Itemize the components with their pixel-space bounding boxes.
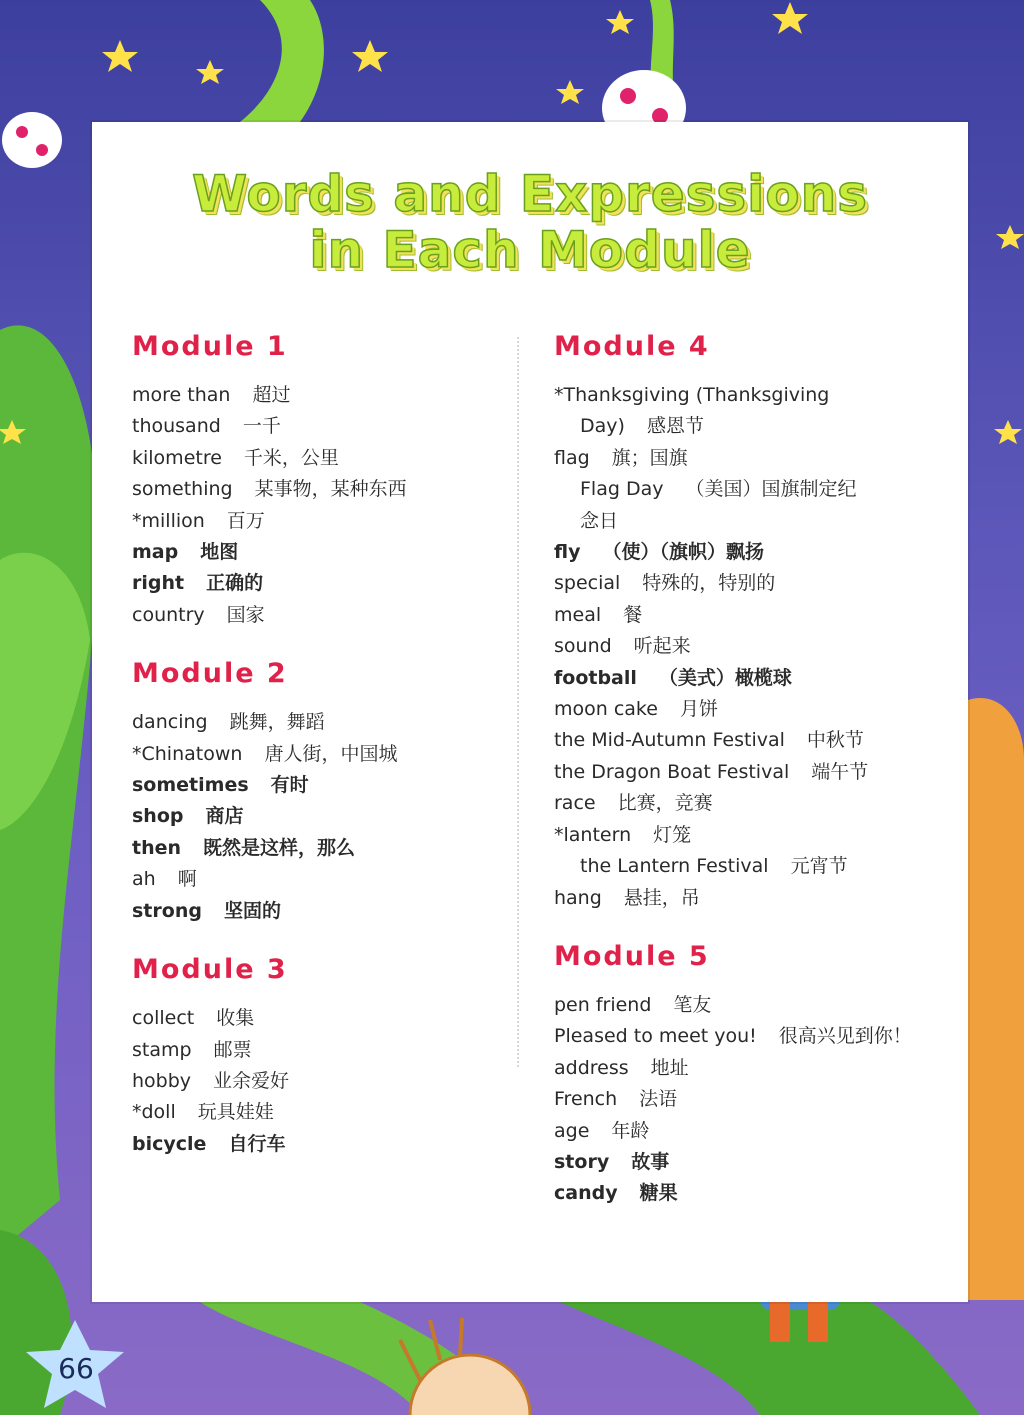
vocab-entry [132, 1097, 512, 1128]
vocab-word: stamp [132, 1038, 192, 1061]
vocab-translation: 跳舞，舞蹈 [229, 711, 325, 734]
vocab-word: flag [554, 446, 590, 469]
vocab-word: age [554, 1119, 590, 1142]
right-column [554, 330, 964, 1236]
vocab-word: fly [554, 541, 581, 564]
module-heading: Module 1 [132, 331, 288, 362]
vocab-translation: 地图 [200, 541, 239, 564]
vocab-translation: 悬挂，吊 [623, 886, 700, 909]
module-section [132, 953, 512, 1160]
vocab-word: something [132, 478, 233, 501]
vocab-word: pen friend [554, 993, 652, 1016]
vocab-word: hobby [132, 1069, 192, 1092]
vocab-word: story [554, 1150, 610, 1173]
vocab-entry [554, 506, 964, 537]
vocab-word: shop [132, 805, 184, 828]
vocab-word: strong [132, 899, 202, 922]
vocab-entry [132, 474, 512, 505]
vocab-translation: 笔友 [673, 993, 712, 1016]
vocab-translation: 听起来 [633, 635, 691, 658]
vocab-entry [132, 1129, 512, 1160]
vocab-translation: 商店 [205, 805, 244, 828]
vocab-entry [554, 411, 964, 442]
vocab-entry [554, 443, 964, 474]
vocab-entry [132, 411, 512, 442]
vocab-translation: （使）（旗帜）飘扬 [602, 541, 764, 564]
vocab-entry [132, 380, 512, 411]
vocab-translation: （美国）国旗制定纪 [685, 478, 857, 501]
module-heading: Module 5 [554, 940, 710, 972]
module-section [132, 657, 512, 927]
vocab-entry [554, 694, 964, 725]
vocab-word: ah [132, 868, 156, 891]
vocab-translation: 中秋节 [806, 729, 864, 752]
vocab-word: *Thanksgiving (Thanksgiving [554, 384, 830, 406]
vocab-entry [554, 1084, 964, 1115]
vocab-word: then [132, 836, 182, 859]
vocab-entry [554, 883, 964, 914]
vocab-entry [132, 770, 512, 801]
vocab-entry [132, 739, 512, 770]
vocab-entry [132, 600, 512, 631]
vocab-word: Flag Day [580, 478, 664, 501]
vocab-translation: 法语 [639, 1088, 678, 1111]
vocab-entry [132, 1066, 512, 1097]
vocab-translation: 月饼 [679, 698, 718, 721]
vocab-entry [132, 1035, 512, 1066]
vocab-translation: 正确的 [206, 572, 264, 595]
title-line-2: in Each Module [309, 221, 751, 279]
vocab-word: hang [554, 886, 602, 909]
vocab-translation: 既然是这样，那么 [203, 836, 356, 859]
vocab-translation: 比赛，竞赛 [617, 792, 713, 815]
vocab-entry [554, 990, 964, 1021]
vocab-word: *Chinatown [132, 742, 243, 765]
vocab-word: the Mid-Autumn Festival [554, 729, 785, 752]
vocab-word: bicycle [132, 1132, 207, 1155]
vocab-word: collect [132, 1007, 195, 1030]
vocab-entry [132, 443, 512, 474]
vocab-translation: 超过 [252, 384, 291, 406]
vocab-entry [554, 1116, 964, 1147]
vocab-word: dancing [132, 711, 208, 734]
vocab-translation: 坚固的 [223, 899, 281, 922]
vocab-entry [132, 537, 512, 568]
vocab-word: kilometre [132, 446, 222, 469]
vocab-word: country [132, 603, 205, 626]
vocab-entry [554, 663, 964, 694]
vocab-translation: 玩具娃娃 [197, 1101, 274, 1124]
vocab-entry [554, 725, 964, 756]
vocab-word: sound [554, 635, 612, 658]
vocab-word: more than [132, 384, 231, 406]
vocab-entry [554, 1021, 964, 1052]
vocab-translation: 业余爱好 [213, 1069, 290, 1092]
vocab-translation: 一千 [242, 415, 281, 438]
vocab-translation: 很高兴见到你！ [778, 1025, 912, 1048]
vocab-entry [554, 788, 964, 819]
vocab-translation: 旗；国旗 [611, 446, 688, 469]
vocab-translation: 念日 [580, 509, 619, 532]
vocab-translation: （美式）橄榄球 [658, 666, 792, 689]
vocab-entry [132, 801, 512, 832]
vocab-word: race [554, 792, 596, 815]
vocab-entry [554, 1178, 964, 1209]
vocab-translation: 糖果 [639, 1182, 678, 1205]
vocab-entry [554, 820, 964, 851]
vocab-entry [132, 833, 512, 864]
vocab-translation: 年龄 [611, 1119, 650, 1142]
vocab-entry [132, 506, 512, 537]
vocab-translation: 有时 [270, 774, 309, 797]
module-section [554, 940, 964, 1210]
vocab-word: special [554, 572, 621, 595]
vocab-translation: 餐 [623, 603, 643, 626]
module-heading: Module 4 [554, 331, 710, 362]
vocab-word: the Lantern Festival [580, 855, 769, 878]
vocab-word: sometimes [132, 774, 249, 797]
vocab-translation: 某事物，某种东西 [254, 478, 407, 501]
vocab-translation: 国家 [226, 603, 265, 626]
vocab-translation: 百万 [226, 509, 265, 532]
vocab-translation: 唐人街，中国城 [264, 742, 398, 765]
page-title [92, 166, 968, 278]
vocab-entry [554, 1147, 964, 1178]
module-section [554, 330, 964, 914]
vocab-word: moon cake [554, 698, 658, 721]
vocab-translation: 灯笼 [653, 823, 692, 846]
vocab-word: Day) [580, 415, 625, 438]
vocab-translation: 感恩节 [646, 415, 704, 438]
column-divider [517, 337, 519, 1067]
vocab-entry [554, 537, 964, 568]
vocab-translation: 啊 [177, 868, 197, 891]
vocab-word: Pleased to meet you! [554, 1025, 757, 1048]
vocab-translation: 特殊的，特别的 [642, 572, 776, 595]
vocab-word: meal [554, 603, 602, 626]
vocab-entry [554, 380, 964, 411]
vocab-translation: 千米，公里 [243, 446, 339, 469]
vocab-entry [132, 864, 512, 895]
vocab-translation: 端午节 [811, 760, 869, 783]
vocab-word: candy [554, 1182, 618, 1205]
page-number: 66 [58, 1352, 94, 1385]
vocab-entry [132, 896, 512, 927]
vocab-word: the Dragon Boat Festival [554, 760, 790, 783]
vocab-translation: 故事 [631, 1150, 670, 1173]
vocab-entry [554, 474, 964, 505]
vocab-translation: 收集 [216, 1007, 255, 1030]
vocab-translation: 自行车 [228, 1132, 286, 1155]
vocab-translation: 元宵节 [790, 855, 848, 878]
vocab-entry [554, 631, 964, 662]
vocab-entry [132, 707, 512, 738]
vocab-word: thousand [132, 415, 221, 438]
vocab-word: *lantern [554, 823, 632, 846]
vocab-word: *doll [132, 1101, 176, 1124]
vocab-word: right [132, 572, 185, 595]
vocab-word: *million [132, 509, 205, 532]
vocab-entry [554, 851, 964, 882]
vocab-word: French [554, 1088, 618, 1111]
left-column [132, 330, 512, 1186]
vocabulary-card [92, 122, 968, 1302]
module-heading: Module 3 [132, 954, 288, 986]
vocab-word: football [554, 666, 637, 689]
vocab-entry [554, 568, 964, 599]
title-line-1: Words and Expressions [191, 165, 868, 223]
vocab-translation: 地址 [650, 1056, 689, 1079]
vocab-entry [132, 568, 512, 599]
vocab-word: address [554, 1056, 629, 1079]
vocab-entry [132, 1003, 512, 1034]
vocab-translation: 邮票 [213, 1038, 252, 1061]
module-heading: Module 2 [132, 658, 288, 690]
vocab-entry [554, 757, 964, 788]
module-section [132, 330, 512, 631]
vocab-word: map [132, 541, 179, 564]
vocab-entry [554, 1053, 964, 1084]
vocab-entry [554, 600, 964, 631]
